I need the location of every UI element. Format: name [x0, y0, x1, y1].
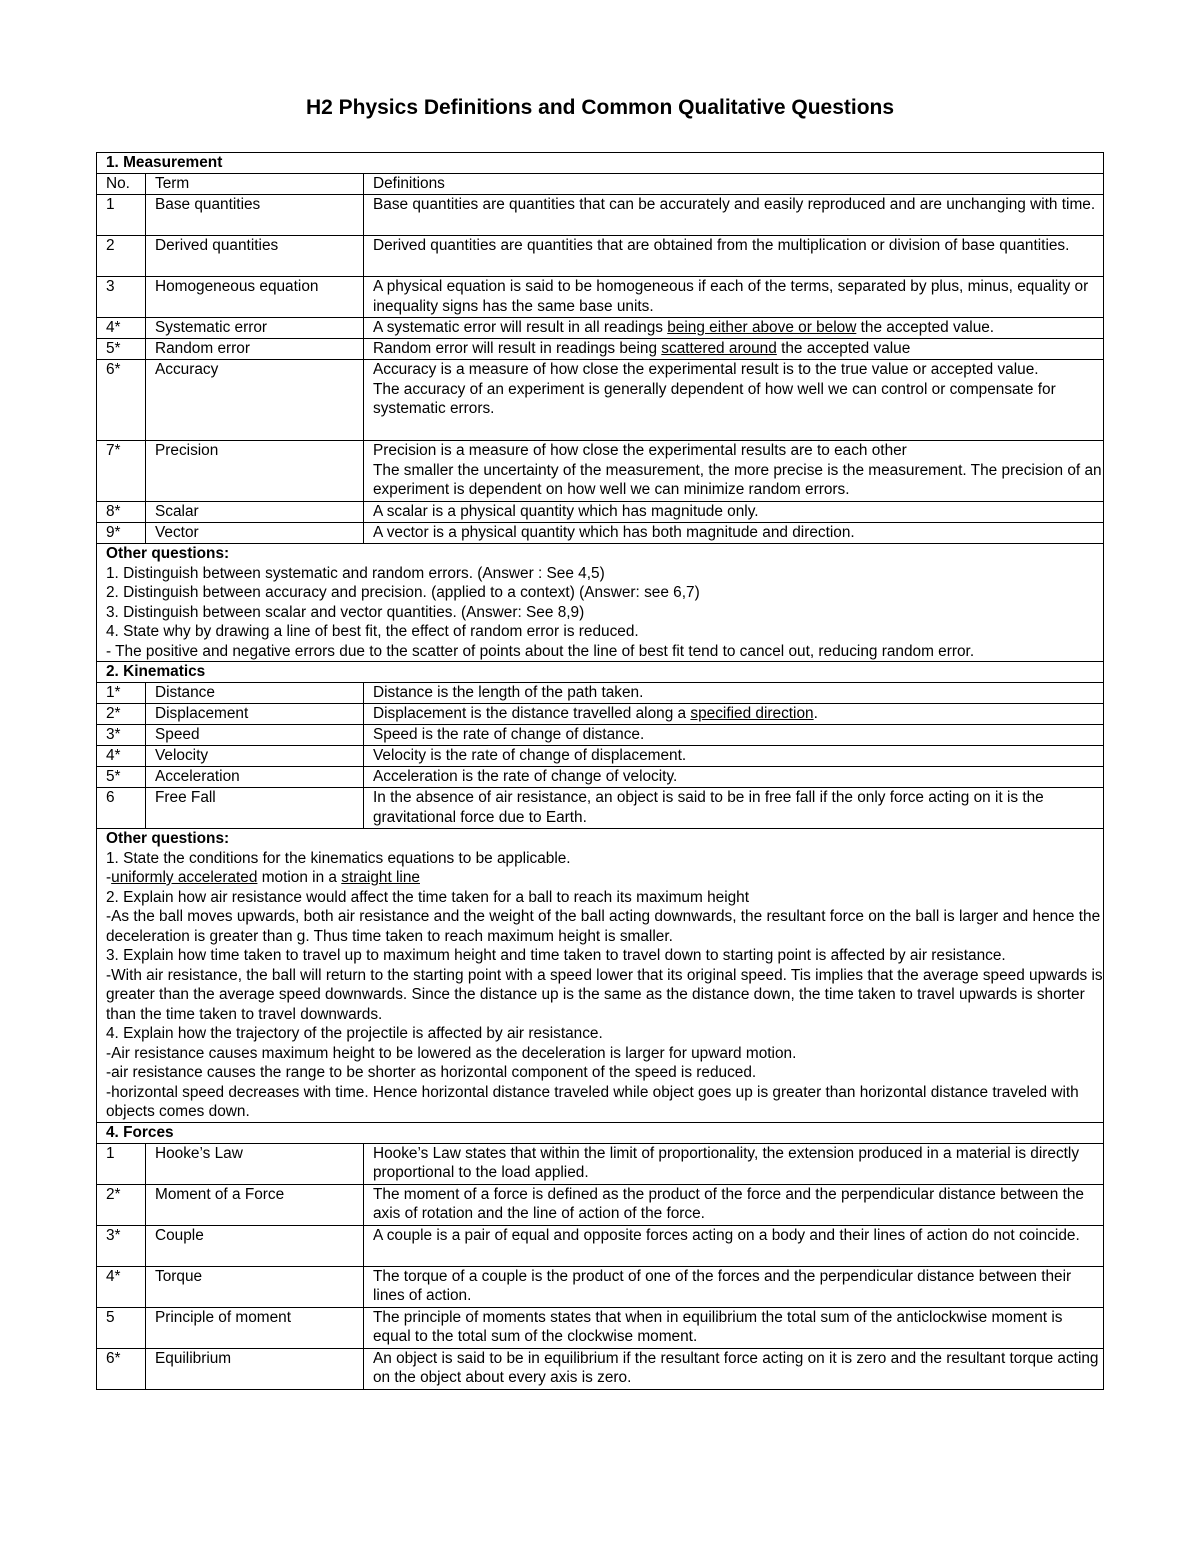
- definition-text: Random error will result in readings being: [373, 340, 662, 357]
- row-no: 3*: [97, 725, 146, 746]
- definition-line: Precision is a measure of how close the experimental results are to each other: [373, 442, 907, 459]
- row-definition: A vector is a physical quantity which has both magnitude and direction.: [364, 523, 1104, 544]
- answer-text: -: [106, 869, 112, 886]
- row-term: Hooke’s Law: [146, 1143, 364, 1184]
- row-no: 5: [97, 1307, 146, 1348]
- row-no: 3: [97, 277, 146, 318]
- table-row: [97, 360, 1104, 441]
- table-row: [97, 195, 1104, 236]
- answer-line: -With air resistance, the ball will return to the starting point with a speed lower that its original speed. Tis implies that the average speed upwards is greater than the average speed downwards. Since the distance up is the same as the distance down, the time taken to travel upwards is shorter than the time taken to travel downwards.: [106, 966, 1103, 1023]
- definition-text: .: [813, 705, 818, 722]
- answer-line: -Air resistance causes maximum height to be lowered as the deceleration is larger for upward motion.: [106, 1044, 797, 1062]
- row-term: Torque: [146, 1266, 364, 1307]
- other-questions-kinematics: [97, 829, 1104, 1123]
- header-term: Term: [146, 174, 364, 195]
- row-term: Acceleration: [146, 767, 364, 788]
- row-no: 5*: [97, 767, 146, 788]
- other-questions-title: Other questions:: [106, 545, 230, 562]
- row-definition: Speed is the rate of change of distance.: [364, 725, 1104, 746]
- definition-text: the accepted value.: [856, 319, 995, 336]
- row-term: Vector: [146, 523, 364, 544]
- underlined-phrase: scattered around: [661, 340, 777, 357]
- row-no: 6: [97, 788, 146, 829]
- row-term: Accuracy: [146, 360, 364, 441]
- table-row: [97, 339, 1104, 360]
- row-no: 9*: [97, 523, 146, 544]
- question-line: 2. Explain how air resistance would affect the time taken for a ball to reach its maximum height: [106, 888, 750, 906]
- row-no: 4*: [97, 746, 146, 767]
- row-term: Equilibrium: [146, 1348, 364, 1389]
- answer-line: - The positive and negative errors due to the scatter of points about the line of best fit tend to cancel out, reducing random error.: [106, 642, 975, 660]
- answer-line: -As the ball moves upwards, both air resistance and the weight of the ball acting downwards, the resultant force on the ball is larger and hence the deceleration is greater than g. Thus time taken to reach maximum height is smaller.: [106, 908, 1101, 945]
- answer-line: -air resistance causes the range to be shorter as horizontal component of the speed is reduced.: [106, 1064, 757, 1081]
- table-row: [97, 1143, 1104, 1184]
- other-questions-row: [97, 829, 1104, 1123]
- row-no: 6*: [97, 1348, 146, 1389]
- section-title-forces: 4. Forces: [97, 1122, 1104, 1143]
- answer-line: -horizontal speed decreases with time. Hence horizontal distance traveled while object goes up is greater than horizontal distance traveled with objects comes down.: [106, 1083, 1079, 1120]
- row-term: Derived quantities: [146, 236, 364, 277]
- row-no: 6*: [97, 360, 146, 441]
- row-no: 2*: [97, 1184, 146, 1225]
- table-row: [97, 788, 1104, 829]
- underlined-phrase: being either above or below: [667, 319, 857, 336]
- definition-text: Displacement is the distance travelled along a: [373, 705, 691, 722]
- answer-text: motion in a: [257, 869, 342, 886]
- answer-line: [106, 868, 1103, 888]
- definition-text: the accepted value: [776, 340, 911, 357]
- underlined-phrase: specified direction: [690, 705, 814, 722]
- other-questions-title: Other questions:: [106, 830, 230, 847]
- table-row: [97, 1184, 1104, 1225]
- row-no: 2: [97, 236, 146, 277]
- row-definition: [364, 318, 1104, 339]
- table-row: [97, 502, 1104, 523]
- definition-line: The smaller the uncertainty of the measurement, the more precise is the measurement. The precision of an experiment is dependent on how well we can minimize random errors.: [373, 461, 1102, 498]
- table-row: [97, 767, 1104, 788]
- table-row: [97, 746, 1104, 767]
- row-definition: Acceleration is the rate of change of velocity.: [364, 767, 1104, 788]
- row-no: 3*: [97, 1225, 146, 1266]
- row-term: Homogeneous equation: [146, 277, 364, 318]
- row-no: 8*: [97, 502, 146, 523]
- row-definition: Hooke’s Law states that within the limit of proportionality, the extension produced in a material is directly proportional to the load applied.: [364, 1143, 1104, 1184]
- definition-text: A systematic error will result in all readings: [373, 319, 668, 336]
- row-no: 1: [97, 195, 146, 236]
- row-definition: In the absence of air resistance, an object is said to be in free fall if the only force acting on it is the gravitational force due to Earth.: [364, 788, 1104, 829]
- question-line: 4. State why by drawing a line of best fit, the effect of random error is reduced.: [106, 623, 639, 640]
- question-line: 1. State the conditions for the kinematics equations to be applicable.: [106, 849, 571, 867]
- definition-line: The accuracy of an experiment is generally dependent of how well we can control or compensate for systematic errors.: [373, 380, 1056, 417]
- row-definition: [364, 441, 1104, 502]
- row-definition: [364, 360, 1104, 441]
- row-definition: Derived quantities are quantities that are obtained from the multiplication or division of base quantities.: [364, 236, 1104, 277]
- row-term: Systematic error: [146, 318, 364, 339]
- row-no: 4*: [97, 318, 146, 339]
- definitions-table: [96, 152, 1104, 1390]
- row-definition: A scalar is a physical quantity which has magnitude only.: [364, 502, 1104, 523]
- underlined-phrase: straight line: [341, 869, 420, 886]
- row-definition: A couple is a pair of equal and opposite forces acting on a body and their lines of action do not coincide.: [364, 1225, 1104, 1266]
- other-questions-measurement: [97, 544, 1104, 662]
- question-line: 2. Distinguish between accuracy and precision. (applied to a context) (Answer: see 6,7): [106, 584, 700, 601]
- row-definition: Velocity is the rate of change of displacement.: [364, 746, 1104, 767]
- question-line: 3. Explain how time taken to travel up to maximum height and time taken to travel down to starting point is affected by air resistance.: [106, 947, 1006, 964]
- underlined-phrase: uniformly accelerated: [111, 869, 258, 886]
- row-no: 4*: [97, 1266, 146, 1307]
- question-line: 1. Distinguish between systematic and random errors. (Answer : See 4,5): [106, 564, 605, 582]
- question-line: 3. Distinguish between scalar and vector quantities. (Answer: See 8,9): [106, 603, 585, 621]
- row-term: Displacement: [146, 704, 364, 725]
- row-no: 7*: [97, 441, 146, 502]
- row-term: Distance: [146, 683, 364, 704]
- section-title-measurement: 1. Measurement: [97, 153, 1104, 174]
- table-row: [97, 318, 1104, 339]
- row-term: Precision: [146, 441, 364, 502]
- row-definition: The moment of a force is defined as the product of the force and the perpendicular distance between the axis of rotation and the line of action of the force.: [364, 1184, 1104, 1225]
- row-definition: Distance is the length of the path taken.: [364, 683, 1104, 704]
- row-definition: [364, 704, 1104, 725]
- table-row: [97, 1307, 1104, 1348]
- row-term: Scalar: [146, 502, 364, 523]
- table-row: [97, 704, 1104, 725]
- row-definition: The torque of a couple is the product of one of the forces and the perpendicular distance between their lines of action.: [364, 1266, 1104, 1307]
- header-no: No.: [97, 174, 146, 195]
- row-term: Moment of a Force: [146, 1184, 364, 1225]
- table-row: [97, 277, 1104, 318]
- row-no: 5*: [97, 339, 146, 360]
- page-title: H2 Physics Definitions and Common Qualitative Questions: [305, 96, 895, 119]
- row-no: 1: [97, 1143, 146, 1184]
- row-no: 2*: [97, 704, 146, 725]
- row-term: Base quantities: [146, 195, 364, 236]
- row-definition: The principle of moments states that when in equilibrium the total sum of the anticlockwise moment is equal to the total sum of the clockwise moment.: [364, 1307, 1104, 1348]
- row-term: Couple: [146, 1225, 364, 1266]
- other-questions-row: [97, 544, 1104, 662]
- header-definitions: Definitions: [364, 174, 1104, 195]
- table-row: [97, 1348, 1104, 1389]
- row-definition: A physical equation is said to be homogeneous if each of the terms, separated by plus, minus, equality or inequality signs has the same base units.: [364, 277, 1104, 318]
- question-line: 4. Explain how the trajectory of the projectile is affected by air resistance.: [106, 1025, 603, 1042]
- definition-line: Accuracy is a measure of how close the experimental result is to the true value or accepted value.: [373, 361, 1039, 378]
- table-row: [97, 1266, 1104, 1307]
- row-definition: Base quantities are quantities that can be accurately and easily reproduced and are unchanging with time.: [364, 195, 1104, 236]
- row-term: Principle of moment: [146, 1307, 364, 1348]
- row-term: Speed: [146, 725, 364, 746]
- table-row: [97, 725, 1104, 746]
- section-header-row: [97, 662, 1104, 683]
- row-no: 1*: [97, 683, 146, 704]
- row-definition: [364, 339, 1104, 360]
- section-title-kinematics: 2. Kinematics: [97, 662, 1104, 683]
- row-term: Free Fall: [146, 788, 364, 829]
- table-row: [97, 1225, 1104, 1266]
- section-header-row: [97, 1122, 1104, 1143]
- table-row: [97, 523, 1104, 544]
- row-term: Velocity: [146, 746, 364, 767]
- section-header-row: [97, 153, 1104, 174]
- table-row: [97, 441, 1104, 502]
- row-term: Random error: [146, 339, 364, 360]
- row-definition: An object is said to be in equilibrium if the resultant force acting on it is zero and the resultant torque acting on the object about every axis is zero.: [364, 1348, 1104, 1389]
- table-row: [97, 236, 1104, 277]
- table-row: [97, 683, 1104, 704]
- table-header-row: [97, 174, 1104, 195]
